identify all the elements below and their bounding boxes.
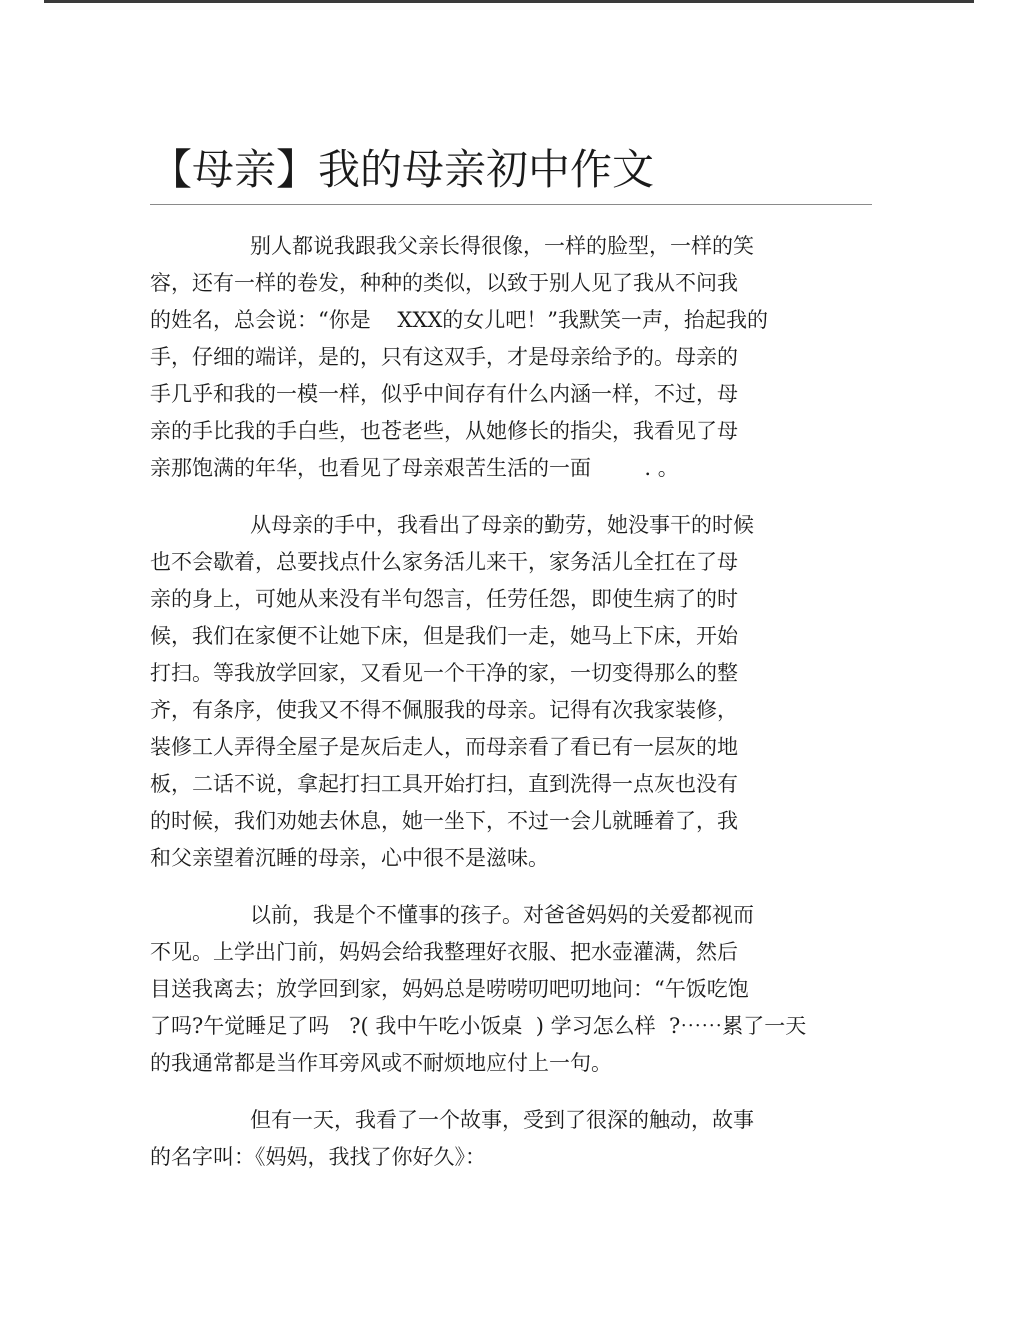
- paragraph-3: [150, 897, 850, 1082]
- text-line: 的名字叫：《妈妈，我找了你好久》：: [150, 1145, 486, 1169]
- document-title: 【母亲】我的母亲初中作文: [150, 145, 655, 194]
- text-line: 打扫。等我放学回家，又看见一个干净的家，一切变得那么的整: [150, 661, 738, 685]
- text-line: 候，我们在家便不让她下床，但是我们一走，她马上下床，开始: [150, 624, 738, 648]
- text-line: 以前，我是个不懂事的孩子。对爸爸妈妈的关爱都视而: [250, 903, 754, 927]
- text-line: 但有一天，我看了一个故事，受到了很深的触动，故事: [250, 1108, 754, 1132]
- text-line: 齐，有条序，使我又不得不佩服我的母亲。记得有次我家装修，: [150, 698, 738, 722]
- text-line: 和父亲望着沉睡的母亲，心中很不是滋味。: [150, 846, 549, 870]
- text-line: 板，二话不说，拿起打扫工具开始打扫，直到洗得一点灰也没有: [150, 772, 738, 796]
- text-line: 目送我离去；放学回到家，妈妈总是唠唠叨吧叨地问：“午饭吃饱: [150, 977, 749, 1001]
- paragraph-1: [150, 228, 850, 487]
- text-line: 亲那饱满的年华，也看见了母亲艰苦生活的一面 . 。: [150, 456, 679, 480]
- text-line: 的时候，我们劝她去休息，她一坐下，不过一会儿就睡着了，我: [150, 809, 738, 833]
- top-border-rule: [44, 0, 974, 3]
- text-line: 容，还有一样的卷发，种种的类似，以致于别人见了我从不问我: [150, 271, 738, 295]
- text-line: 亲的手比我的手白些，也苍老些，从她修长的指尖，我看见了母: [150, 419, 738, 443]
- text-line: 亲的身上，可她从来没有半句怨言，任劳任怨，即使生病了的时: [150, 587, 738, 611]
- text-line: 了吗?午觉睡足了吗 ?( 我中午吃小饭桌 ) 学习怎么样 ?⋯⋯累了一天: [150, 1014, 807, 1038]
- text-line: 手几乎和我的一模一样，似乎中间存有什么内涵一样，不过，母: [150, 382, 738, 406]
- text-line: 别人都说我跟我父亲长得很像，一样的脸型，一样的笑: [250, 234, 754, 258]
- paragraph-4: [150, 1102, 850, 1176]
- text-line: 从母亲的手中，我看出了母亲的勤劳，她没事干的时候: [250, 513, 754, 537]
- text-line: 的我通常都是当作耳旁风或不耐烦地应付上一句。: [150, 1051, 612, 1075]
- text-line: 装修工人弄得全屋子是灰后走人，而母亲看了看已有一层灰的地: [150, 735, 738, 759]
- title-underline: [150, 204, 872, 205]
- text-line: 的姓名，总会说：“你是 XXX的女儿吧！”我默笑一声，抬起我的: [150, 308, 769, 332]
- essay-body: [150, 228, 850, 1196]
- text-line: 不见。上学出门前，妈妈会给我整理好衣服、把水壶灌满，然后: [150, 940, 738, 964]
- text-line: 也不会歇着，总要找点什么家务活儿来干，家务活儿全扛在了母: [150, 550, 738, 574]
- text-line: 手，仔细的端详，是的，只有这双手，才是母亲给予的。母亲的: [150, 345, 738, 369]
- paragraph-2: [150, 507, 850, 877]
